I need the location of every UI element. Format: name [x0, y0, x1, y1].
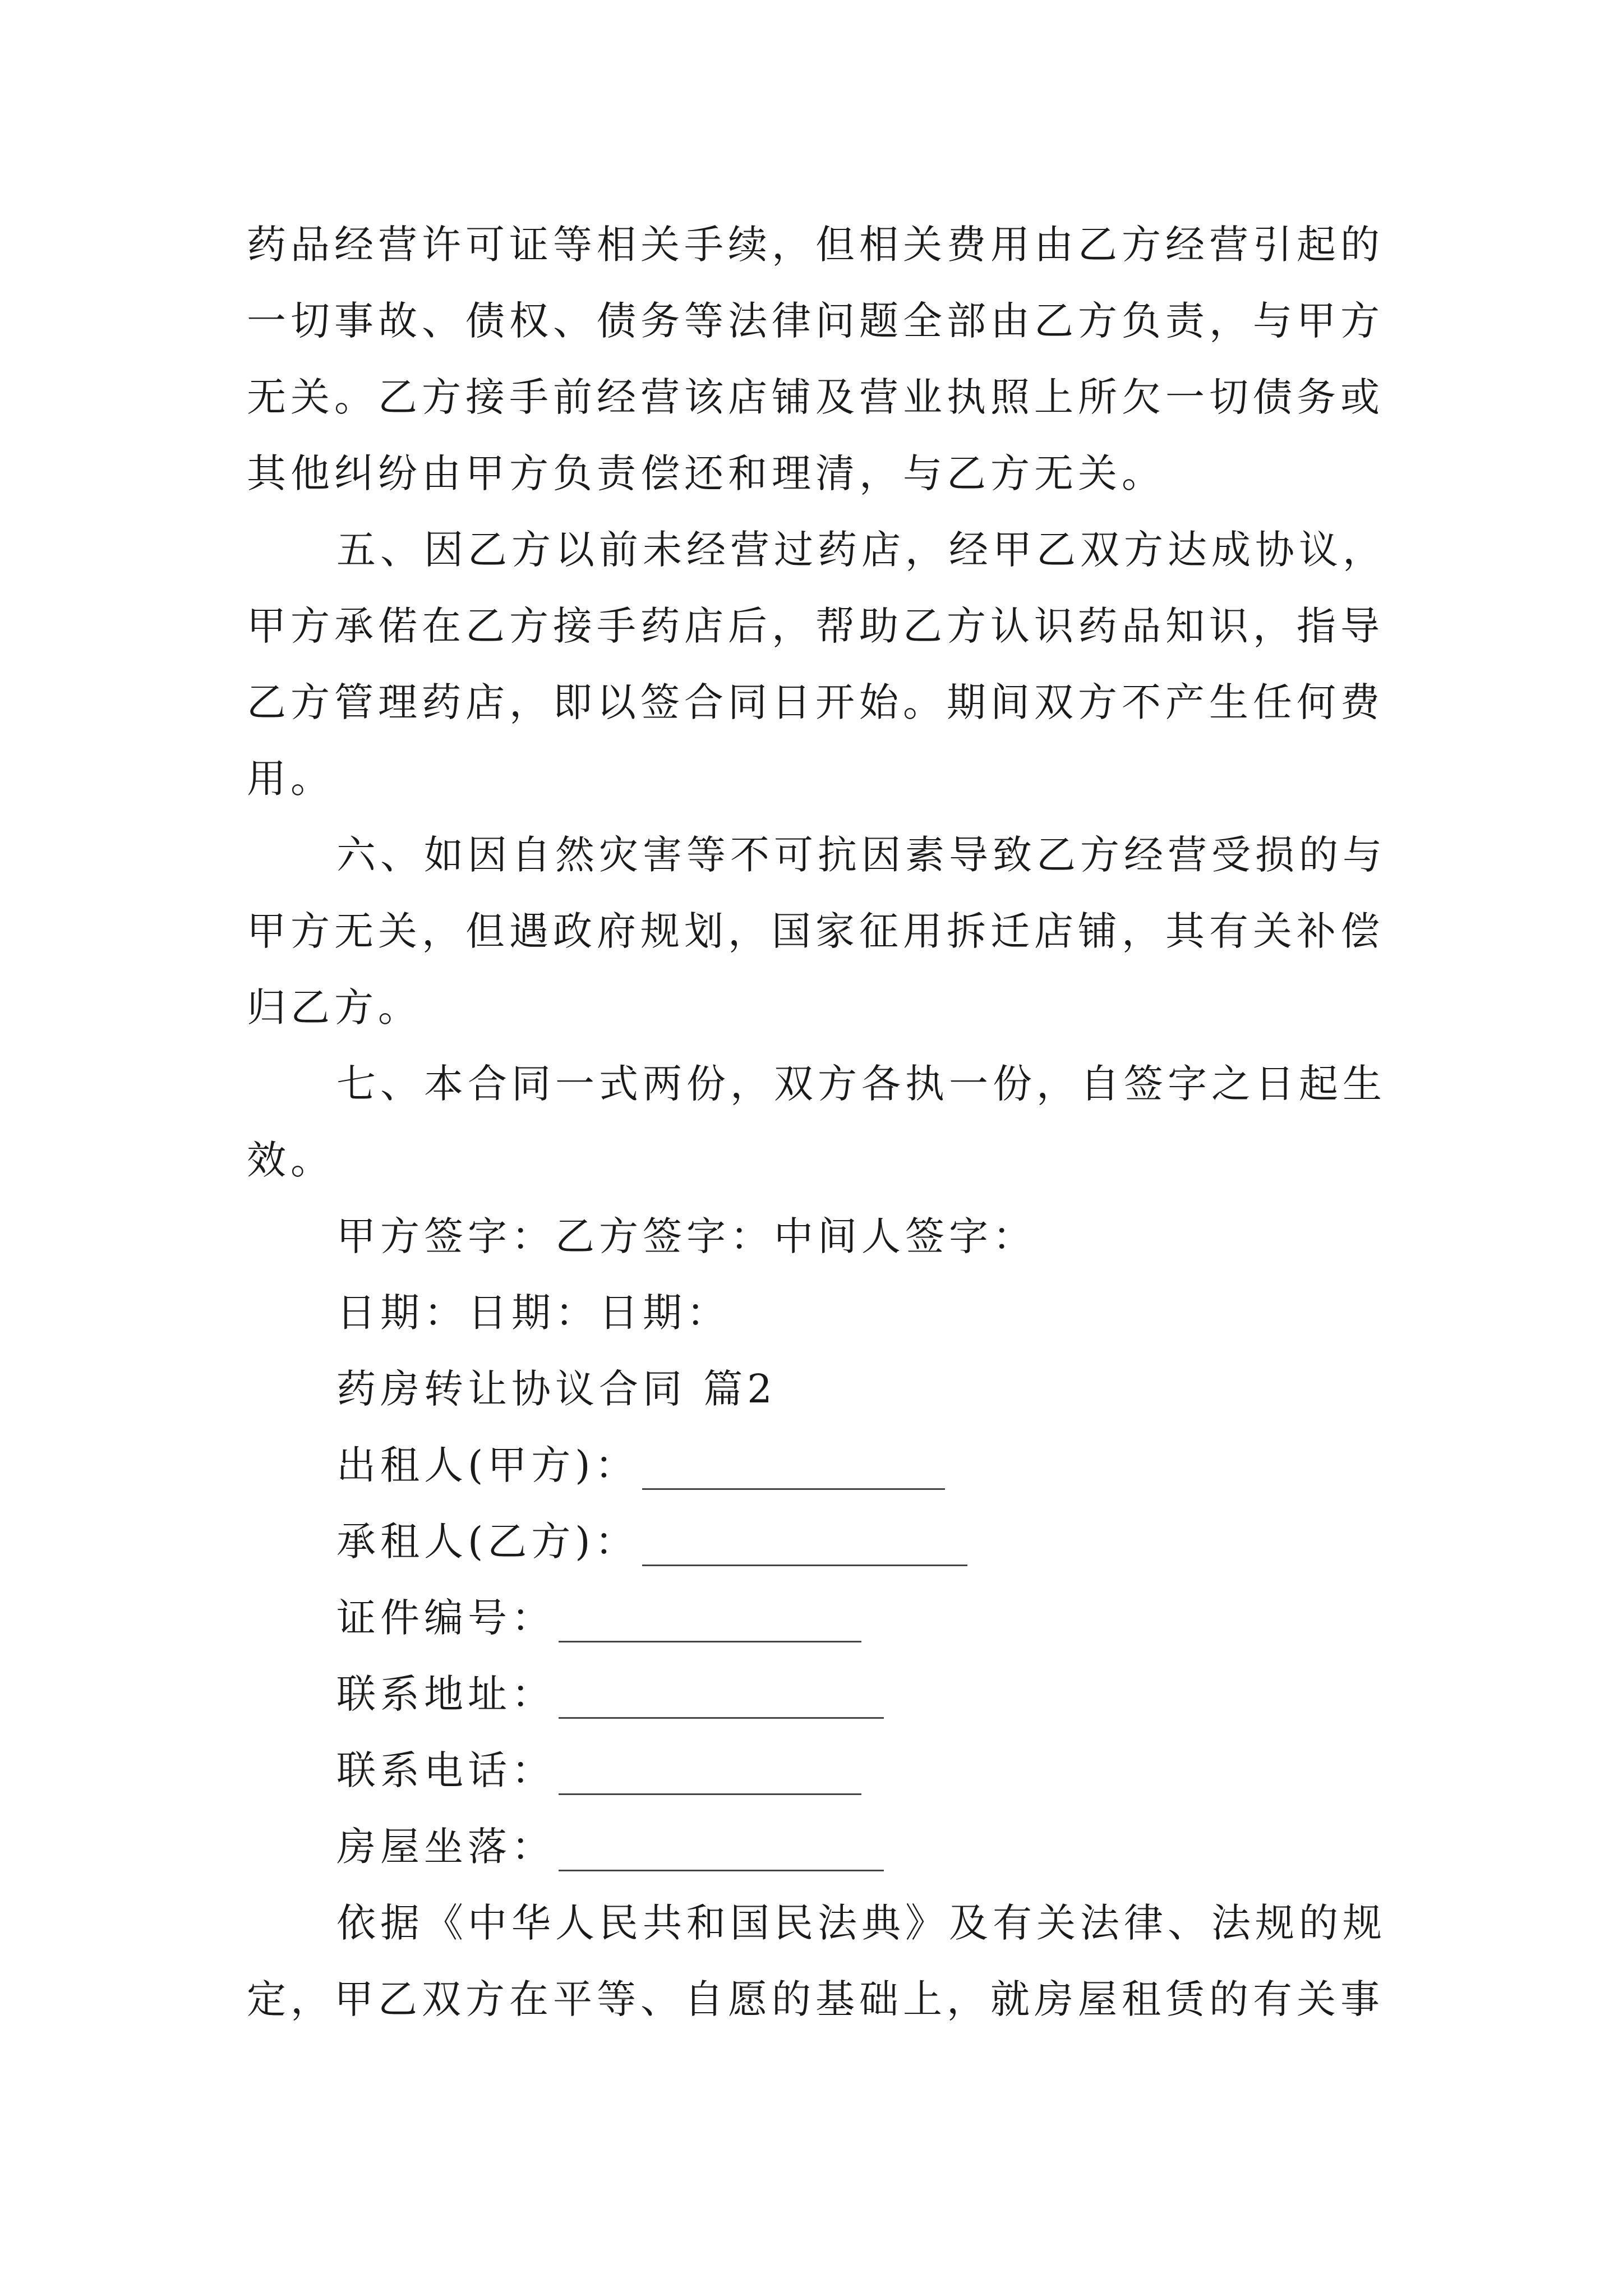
- clause-seven: 七、本合同一式两份，双方各执一份，自签字之日起生: [336, 1061, 1386, 1107]
- location-blank: [559, 1833, 884, 1871]
- paragraph-line: 用。: [247, 756, 334, 802]
- address-label: 联系地址：: [336, 1671, 555, 1717]
- paragraph-line: 效。: [247, 1137, 334, 1183]
- address-blank: [559, 1680, 884, 1719]
- paragraph-line: 甲方承偌在乙方接手药店后，帮助乙方认识药品知识，指导: [247, 603, 1384, 649]
- location-label: 房屋坐落：: [336, 1824, 555, 1870]
- clause-five: 五、因乙方以前未经营过药店，经甲乙双方达成协议，: [336, 527, 1386, 573]
- phone-field: [336, 1746, 861, 1795]
- date-line: 日期：日期：日期：: [336, 1290, 730, 1336]
- lessee-blank: [642, 1527, 967, 1566]
- paragraph-line: 归乙方。: [247, 984, 422, 1030]
- paragraph-line: 乙方管理药店，即以签合同日开始。期间双方不产生任何费: [247, 679, 1384, 725]
- id-number-label: 证件编号：: [336, 1595, 555, 1641]
- paragraph-line: 无关。乙方接手前经营该店铺及营业执照上所欠一切债务或: [247, 374, 1384, 420]
- paragraph-line: 依据《中华人民共和国民法典》及有关法律、法规的规: [336, 1900, 1386, 1946]
- lessee-label: 承租人(乙方)：: [336, 1519, 639, 1565]
- paragraph-line: 定，甲乙双方在平等、自愿的基础上，就房屋租赁的有关事: [247, 1976, 1384, 2022]
- location-field: [336, 1822, 884, 1871]
- lessor-field: [336, 1441, 945, 1490]
- phone-label: 联系电话：: [336, 1747, 555, 1793]
- address-field: [336, 1669, 884, 1719]
- phone-blank: [559, 1756, 861, 1795]
- paragraph-line: 一切事故、债权、债务等法律问题全部由乙方负责，与甲方: [247, 298, 1384, 344]
- clause-six: 六、如因自然灾害等不可抗因素导致乙方经营受损的与: [336, 832, 1386, 878]
- section-title: 药房转让协议合同 篇2: [336, 1366, 777, 1412]
- id-number-blank: [559, 1604, 861, 1642]
- paragraph-line: 其他纠纷由甲方负责偿还和理清，与乙方无关。: [247, 450, 1165, 496]
- lessee-field: [336, 1517, 967, 1566]
- signature-line: 甲方签字：乙方签字：中间人签字：: [336, 1213, 1036, 1259]
- paragraph-line: 药品经营许可证等相关手续，但相关费用由乙方经营引起的: [247, 222, 1384, 268]
- lessor-label: 出租人(甲方)：: [336, 1442, 639, 1488]
- lessor-blank: [642, 1451, 945, 1490]
- id-number-field: [336, 1593, 861, 1642]
- paragraph-line: 甲方无关，但遇政府规划，国家征用拆迁店铺，其有关补偿: [247, 908, 1384, 954]
